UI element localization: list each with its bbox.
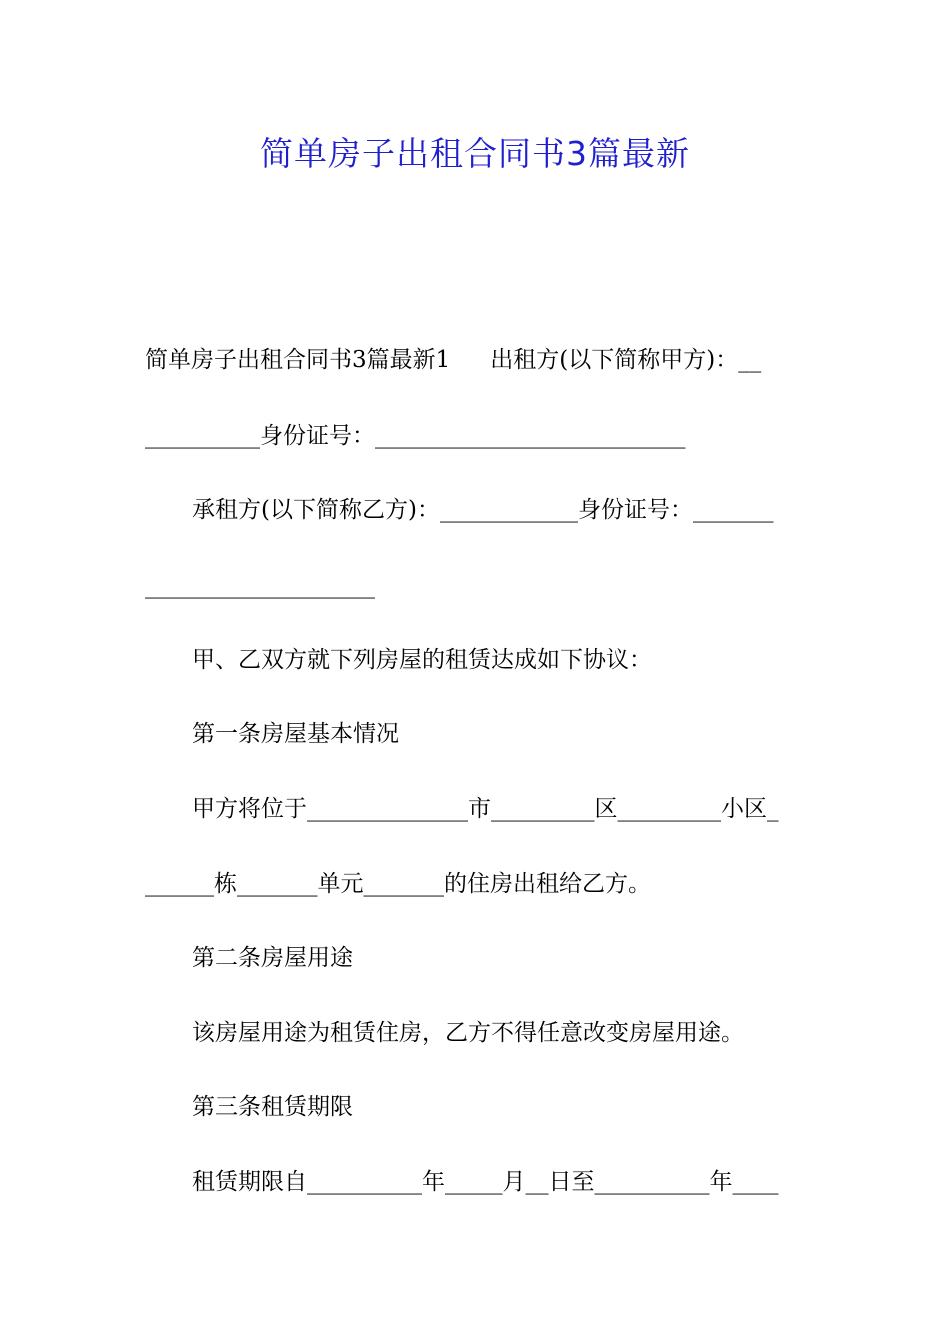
document-title: 简单房子出租合同书3篇最新 — [260, 134, 690, 173]
property-use-line: 该房屋用途为租赁住房，乙方不得任意改变房屋用途。 — [192, 1020, 744, 1046]
article-2-heading: 第二条房屋用途 — [192, 945, 353, 971]
lease-term-line: 租赁期限自__________年_____月__日至__________年____ — [192, 1169, 779, 1195]
agreement-intro: 甲、乙双方就下列房屋的租赁达成如下协议： — [192, 647, 652, 673]
article-3-heading: 第三条租赁期限 — [192, 1094, 353, 1120]
contract-heading-1: 简单房子出租合同书3篇最新1 — [145, 347, 451, 373]
lessee-line: 承租方(以下简称乙方)：____________身份证号：_______ — [192, 497, 774, 523]
lessee-id-line: ____________________ — [145, 573, 375, 599]
property-unit-line: ______栋_______单元_______的住房出租给乙方。 — [145, 871, 651, 897]
property-location-line: 甲方将位于______________市_________区_________小区_ — [192, 796, 779, 822]
article-1-heading: 第一条房屋基本情况 — [192, 721, 399, 747]
lessor-id-line: __________身份证号：___________________________ — [145, 423, 686, 449]
lessor-label: 出租方(以下简称甲方)：__ — [490, 347, 762, 373]
lessor-line — [145, 345, 810, 375]
